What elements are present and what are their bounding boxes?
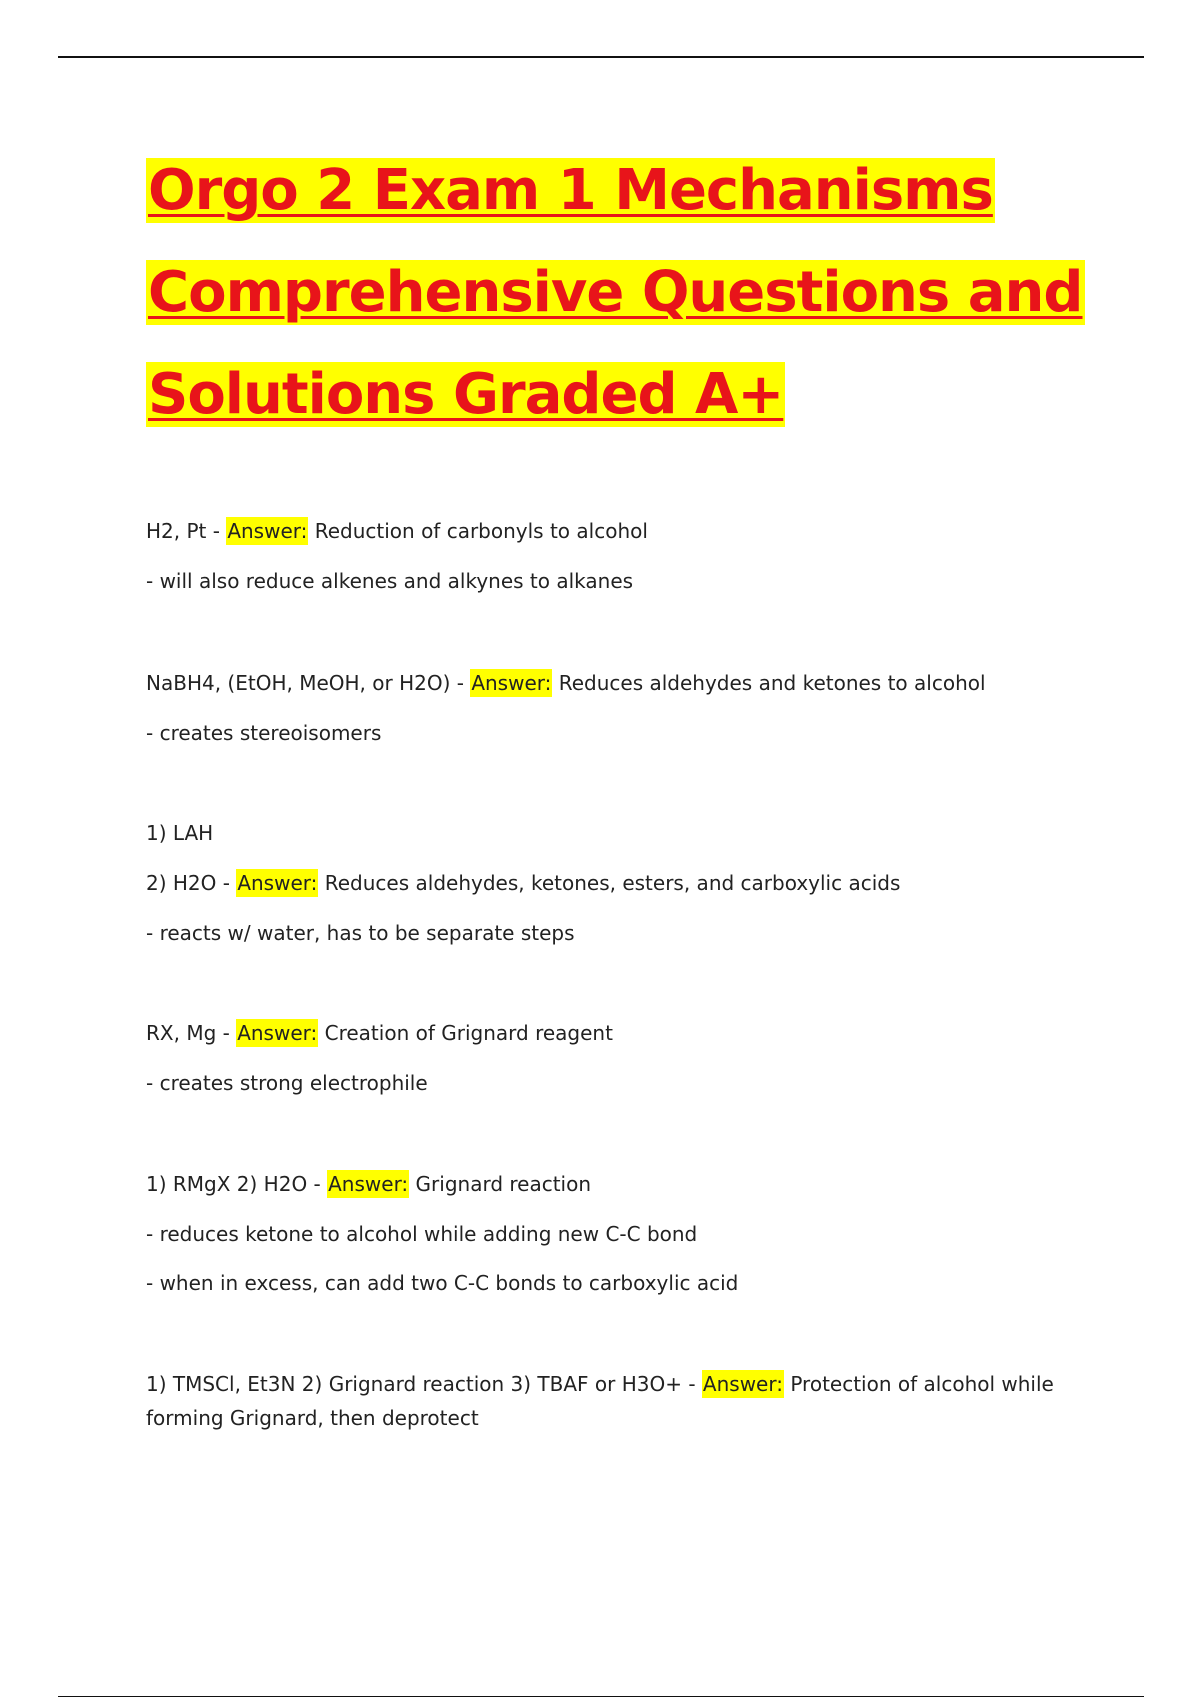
card-6-prefix: 1) TMSCl, Et3N 2) Grignard reaction 3) TBAF or H3O+ - — [146, 1372, 702, 1396]
card-5-note-1: - reduces ketone to alcohol while adding new C-C bond — [146, 1222, 698, 1246]
answer-label: Answer: — [702, 1372, 783, 1396]
card-1-prefix: H2, Pt - — [146, 519, 227, 543]
answer-label: Answer: — [237, 871, 318, 895]
card-4-note: - creates strong electrophile — [146, 1071, 428, 1095]
document-title — [146, 140, 1106, 446]
card-5-prefix: 1) RMgX 2) H2O - — [146, 1172, 328, 1196]
card-5-note-2: - when in excess, can add two C-C bonds to carboxylic acid — [146, 1271, 739, 1295]
card-3-answer: Reduces aldehydes, ketones, esters, and carboxylic acids — [324, 871, 901, 895]
card-3-prefix: 2) H2O - — [146, 871, 237, 895]
card-1-question — [146, 518, 648, 544]
card-3-step-1: 1) LAH — [146, 821, 214, 845]
bottom-rule — [58, 1696, 1144, 1697]
card-2-note: - creates stereoisomers — [146, 721, 382, 745]
card-4-question — [146, 1020, 613, 1046]
card-6-question — [146, 1367, 1066, 1435]
card-2-prefix: NaBH4, (EtOH, MeOH, or H2O) - — [146, 671, 471, 695]
answer-label: Answer: — [227, 519, 308, 543]
card-1-note: - will also reduce alkenes and alkynes to alkanes — [146, 569, 634, 593]
card-2-answer: Reduces aldehydes and ketones to alcohol — [558, 671, 986, 695]
card-5-question — [146, 1171, 591, 1197]
card-3-note: - reacts w/ water, has to be separate steps — [146, 921, 575, 945]
card-6-answer: Protection of alcohol while forming Grignard, then deprotect — [146, 1372, 1054, 1430]
card-5-answer: Grignard reaction — [415, 1172, 592, 1196]
card-3-question — [146, 870, 900, 896]
answer-label: Answer: — [471, 671, 552, 695]
card-4-answer: Creation of Grignard reagent — [324, 1021, 613, 1045]
card-1-answer: Reduction of carbonyls to alcohol — [314, 519, 648, 543]
answer-label: Answer: — [237, 1021, 318, 1045]
answer-label: Answer: — [328, 1172, 409, 1196]
top-rule — [58, 56, 1144, 58]
card-4-prefix: RX, Mg - — [146, 1021, 237, 1045]
document-title-text: Orgo 2 Exam 1 Mechanisms Comprehensive Questions and Solutions Graded A+ — [148, 158, 1083, 427]
card-2-question — [146, 670, 986, 696]
